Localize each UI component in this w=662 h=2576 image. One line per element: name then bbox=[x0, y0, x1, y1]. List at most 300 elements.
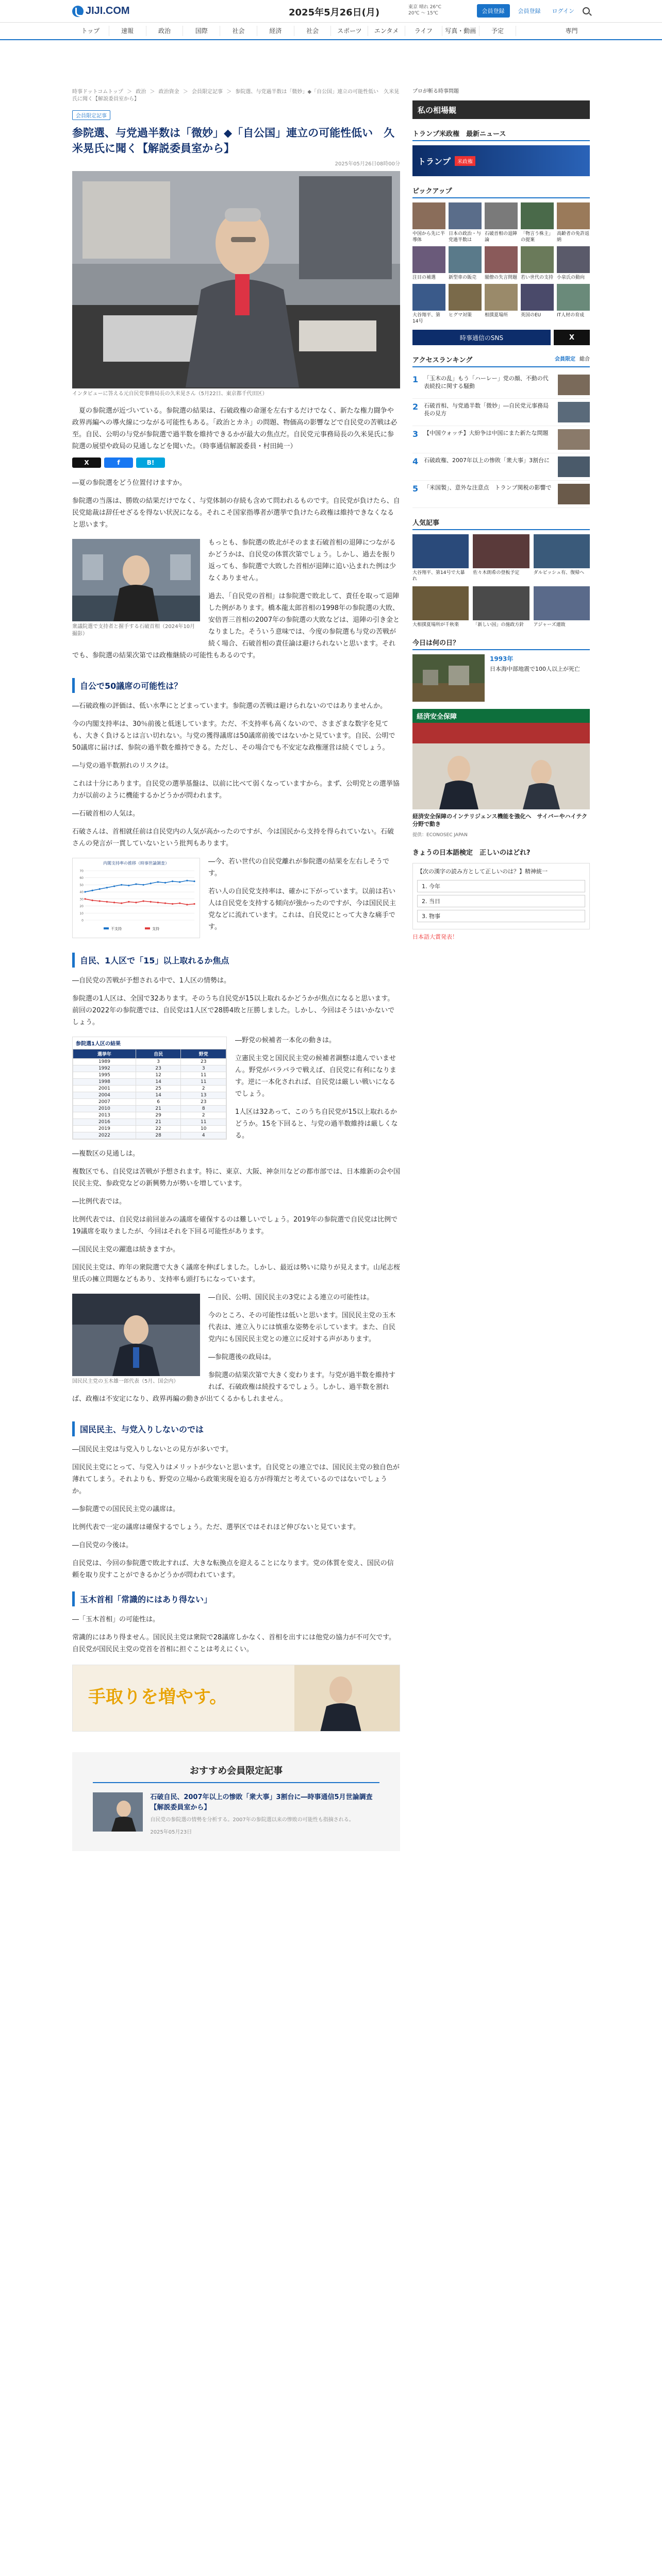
recommended-thumb bbox=[93, 1792, 143, 1832]
table-cell: 1992 bbox=[73, 1065, 136, 1072]
paragraph: 参院選の1人区は、全国で32あります。そのうち自民党が15以上取れるかどうかが焦点になると思います。前回の2022年の参院選では、自民党は1人区で28勝4敗と圧勝しました。しかし、今回はそうはいかないでしょう。 bbox=[72, 995, 395, 1026]
ranking-thumb bbox=[558, 456, 590, 477]
breadcrumb-item[interactable]: 時事ドットコムトップ bbox=[72, 89, 123, 95]
ranking-text: 「米国製」、意外な注意点 トランプ関税の影響で bbox=[424, 484, 552, 491]
pickup-item[interactable] bbox=[449, 284, 482, 325]
chart-point bbox=[121, 902, 122, 904]
paragraph: 立憲民主党と国民民主党の候補者調整は進んでいません。野党がバラバラで戦えば、自民党に有利になります。逆に一本化されれば、自民党は厳しい戦いになるでしょう。 bbox=[235, 1055, 396, 1098]
chart-legend-swatch bbox=[104, 927, 109, 929]
breadcrumb-item[interactable]: 政治 bbox=[136, 89, 146, 95]
results-table bbox=[73, 1049, 226, 1139]
question: ―与党の過半数割れのリスクは。 bbox=[72, 762, 173, 770]
hero-caption: インタビューに答える元自民党事務局長の久米晃さん（5月22日、東京都千代田区） bbox=[72, 391, 268, 397]
pickup-thumb bbox=[521, 246, 554, 273]
hero-photo-illustration bbox=[72, 171, 400, 388]
chart-point bbox=[113, 902, 115, 903]
trump-section-heading bbox=[412, 126, 590, 141]
recommended-headline: 石破自民、2007年以上の惨敗「衆大事」3割台に―時事通信5月世論調査【解説委員室から】 bbox=[150, 1793, 373, 1811]
ranking-number: 4 bbox=[412, 456, 419, 466]
table-cell: 2022 bbox=[73, 1132, 136, 1139]
paragraph: 自民党は、今回の参院選で敗北すれば、大きな転換点を迎えることになります。党の体質を変え、国民の信頼を取り戻すことができるかどうかが問われています。 bbox=[72, 1560, 394, 1579]
chart-point bbox=[121, 884, 122, 886]
table-header-cell: 野党 bbox=[181, 1049, 226, 1059]
quiz-section bbox=[412, 845, 590, 941]
pickup-text: 小泉氏の動向 bbox=[557, 275, 585, 280]
pickup-thumb bbox=[557, 246, 590, 273]
chart-y-tick: 10 bbox=[79, 911, 84, 916]
table-cell: 2 bbox=[181, 1112, 226, 1119]
today-desc: 日本海中部地震で100人以上が死亡 bbox=[490, 666, 580, 672]
popular-thumb bbox=[534, 586, 590, 620]
quiz-box bbox=[412, 863, 590, 929]
ranking-text: 石破政権、2007年以上の惨敗「衆大事」3割台に bbox=[424, 457, 550, 464]
question: ―参院選後の政局は。 bbox=[208, 1353, 276, 1361]
login-link[interactable]: ログイン bbox=[552, 8, 574, 14]
pickup-heading-text: ピックアップ bbox=[412, 188, 452, 195]
share-hatena-button[interactable]: B! bbox=[136, 457, 165, 468]
popular-thumb bbox=[534, 534, 590, 568]
quiz-option[interactable]: 3. 物事 bbox=[417, 910, 585, 922]
paragraph: 国民民主党は、昨年の衆院選で大きく議席を伸ばしました。しかし、最近は勢いに陰りが見えます。山尾志桜里氏の擁立問題などもあり、支持率も頭打ちになっています。 bbox=[72, 1264, 400, 1283]
photo-ishiba bbox=[72, 539, 200, 621]
share-x-button[interactable]: X bbox=[72, 457, 101, 468]
table-cell: 2013 bbox=[73, 1112, 136, 1119]
chart-legend-label: 不支持 bbox=[111, 927, 122, 931]
table-header-cell: 選挙年 bbox=[73, 1049, 136, 1059]
top-header bbox=[0, 0, 662, 23]
table-cell: 23 bbox=[181, 1059, 226, 1065]
chart-point bbox=[84, 891, 86, 893]
chart-point bbox=[135, 902, 137, 903]
table-row bbox=[73, 1099, 226, 1106]
ranking-item[interactable] bbox=[412, 399, 590, 426]
quiz-option[interactable]: 1. 今年 bbox=[417, 880, 585, 892]
breadcrumb-sep: ＞ bbox=[127, 89, 133, 95]
pickup-text: IT人材の育成 bbox=[557, 313, 585, 318]
pickup-item[interactable] bbox=[557, 246, 590, 281]
pickup-item[interactable] bbox=[412, 246, 445, 281]
popular-text: 佐々木朗希の登板予定 bbox=[473, 570, 520, 575]
paragraph: 比例代表で一定の議席は確保するでしょう。ただ、選挙区ではそれほど伸びないと見ています。 bbox=[72, 1523, 360, 1531]
pickup-thumb bbox=[449, 202, 482, 229]
inline-photo-2[interactable] bbox=[72, 1294, 200, 1385]
pickup-thumb bbox=[557, 202, 590, 229]
support-rate-chart[interactable] bbox=[72, 858, 200, 938]
logo-mark-icon bbox=[72, 6, 84, 17]
chart-point bbox=[172, 903, 173, 905]
weather-line-2: 20℃ 〜 15℃ bbox=[408, 11, 438, 16]
table-cell: 13 bbox=[181, 1092, 226, 1099]
popular-text: 「新しい国」の施政方針 bbox=[473, 622, 524, 628]
table-cell: 1998 bbox=[73, 1079, 136, 1086]
pickup-item[interactable] bbox=[485, 284, 518, 325]
member-register-button[interactable]: 会員登録 bbox=[477, 4, 510, 18]
pickup-text: 「物言う株主」の提案 bbox=[521, 231, 554, 243]
pickup-thumb bbox=[521, 284, 554, 311]
ranking-item[interactable] bbox=[412, 481, 590, 508]
table-cell: 11 bbox=[181, 1079, 226, 1086]
table-row bbox=[73, 1132, 226, 1139]
today-heading bbox=[412, 635, 590, 650]
pickup-item[interactable] bbox=[485, 202, 518, 243]
chart-point bbox=[186, 904, 188, 905]
pickup-thumb bbox=[485, 246, 518, 273]
ranking-number: 1 bbox=[412, 375, 419, 384]
popular-thumb bbox=[412, 586, 469, 620]
trump-banner-tag: 米政権 bbox=[455, 156, 475, 166]
member-service-link[interactable]: 会員登録 bbox=[518, 8, 541, 14]
question: ―複数区の見通しは。 bbox=[72, 1150, 140, 1158]
question: ―自民党の今後は。 bbox=[72, 1541, 133, 1549]
pickup-text: 若い世代の支持 bbox=[521, 275, 554, 280]
question: ―自民党の苦戦が予想される中で、1人区の情勢は。 bbox=[72, 977, 231, 985]
table-header-cell: 自民 bbox=[136, 1049, 181, 1059]
popular-text: ダルビッシュ有、復帰へ bbox=[533, 570, 585, 575]
pickup-text: ヒグマ対策 bbox=[449, 313, 472, 318]
main-column bbox=[72, 84, 400, 1851]
pickup-item[interactable] bbox=[521, 202, 554, 243]
nav-item-society-2[interactable]: 社会 bbox=[294, 26, 332, 36]
pickup-text: 新型車の販売 bbox=[449, 275, 477, 280]
chart-point bbox=[113, 886, 115, 887]
table-row bbox=[73, 1106, 226, 1112]
ranking-item[interactable] bbox=[412, 371, 590, 399]
chart-y-tick: 20 bbox=[79, 905, 84, 909]
chart-point bbox=[106, 901, 108, 903]
chart-point bbox=[179, 902, 180, 904]
popular-text: 大谷翔平、第14号で大暴れ bbox=[412, 570, 465, 582]
ranking-tab-members[interactable]: 会員限定 bbox=[555, 357, 575, 362]
table-cell: 6 bbox=[136, 1099, 181, 1106]
trump-banner[interactable] bbox=[412, 145, 590, 176]
table-cell: 14 bbox=[136, 1092, 181, 1099]
table-cell: 2019 bbox=[73, 1126, 136, 1132]
popular-item[interactable] bbox=[473, 586, 529, 628]
chart-y-tick: 40 bbox=[79, 890, 84, 894]
main-nav bbox=[0, 23, 662, 40]
pickup-thumb bbox=[485, 284, 518, 311]
pickup-thumb bbox=[521, 202, 554, 229]
popular-item[interactable] bbox=[534, 586, 590, 628]
sns-buttons bbox=[412, 330, 590, 345]
today-year: 1993年 bbox=[490, 655, 514, 663]
chart-point bbox=[142, 884, 144, 886]
quiz-award-link[interactable]: 日本語大賞発表！ bbox=[412, 934, 458, 940]
table-cell: 2010 bbox=[73, 1106, 136, 1112]
breadcrumb-sep: ＞ bbox=[226, 89, 232, 95]
chart-point bbox=[84, 898, 86, 900]
popular-item[interactable] bbox=[412, 534, 469, 582]
ranking-number: 5 bbox=[412, 484, 419, 494]
publish-date: 2025年05月26日08時00分 bbox=[335, 161, 400, 167]
chart-point bbox=[106, 887, 108, 888]
table-cell: 2016 bbox=[73, 1119, 136, 1126]
table-cell: 8 bbox=[181, 1106, 226, 1112]
breadcrumb-current: 参院選、与党過半数は「微妙」◆「自公国」連立の可能性低い 久米晃氏に聞く【解説委員室から】 bbox=[72, 89, 400, 102]
quiz-option[interactable]: 2. 当日 bbox=[417, 895, 585, 907]
pickup-thumb bbox=[412, 246, 445, 273]
chart-legend-swatch bbox=[145, 927, 150, 929]
section-heading: 自公で50議席の可能性は？ bbox=[72, 678, 400, 693]
table-cell: 21 bbox=[136, 1106, 181, 1112]
chart-y-tick: 0 bbox=[81, 919, 84, 923]
popular-thumb bbox=[412, 534, 469, 568]
article-title: 参院選、与党過半数は「微妙」◆「自公国」連立の可能性低い 久米晃氏に聞く【解説委員室から】 bbox=[72, 127, 395, 155]
chart-point bbox=[128, 885, 129, 886]
nav-item-photo-video[interactable]: 写真・動画 bbox=[442, 26, 479, 36]
nav-item-flash[interactable]: 速報 bbox=[109, 26, 146, 36]
paragraph: これは十分にあります。自民党の選挙基盤は、以前に比べて弱くなっていますから。まず、公明党との選挙協力が以前のように機能するかどうかが問われます。 bbox=[72, 780, 400, 800]
table-cell: 23 bbox=[136, 1065, 181, 1072]
chart-y-tick: 30 bbox=[79, 897, 84, 902]
ranking-tabs bbox=[555, 354, 590, 364]
ranking-item[interactable] bbox=[412, 426, 590, 453]
ranking-text: 【中国ウォッチ】大紛争は中国にまた新たな問題 bbox=[424, 430, 549, 436]
ranking-number: 3 bbox=[412, 429, 419, 439]
nav-item-politics[interactable]: 政治 bbox=[146, 26, 184, 36]
pickup-item[interactable] bbox=[449, 202, 482, 243]
chart-y-tick: 50 bbox=[79, 883, 84, 887]
table-cell: 4 bbox=[181, 1132, 226, 1139]
pickup-item[interactable] bbox=[521, 284, 554, 325]
today-heading-text: 今日は何の日？ bbox=[412, 639, 460, 647]
chart-point bbox=[99, 900, 101, 902]
question: ―石破首相の人気は。 bbox=[72, 810, 140, 818]
table-row bbox=[73, 1092, 226, 1099]
paragraph: 比例代表では、自民党は前回並みの議席を確保するのは難しいでしょう。2019年の参院選で自民党は比例で19議席を取りましたが、今回はそれを下回る可能性があります。 bbox=[72, 1216, 398, 1235]
popular-item[interactable] bbox=[534, 534, 590, 582]
today-photo bbox=[412, 654, 485, 702]
breadcrumb bbox=[72, 84, 400, 107]
pickup-text: 中国から先に半導体 bbox=[412, 231, 445, 243]
table-cell: 11 bbox=[181, 1072, 226, 1079]
quiz-heading-text: きょうの日本語検定 正しいのはどれ? bbox=[412, 849, 531, 857]
paragraph: 今のところ、その可能性は低いと思います。国民民主党の玉木代表は、連立入りには慎重な姿勢を示しています。また、自民党内にも国民民主党との連立に反対する声があります。 bbox=[208, 1312, 395, 1343]
ranking-text: 「玉木の乱」もう「ハーレー」党の顔、不動の代表続投に関する騒動 bbox=[424, 375, 549, 389]
hero-photo[interactable] bbox=[72, 171, 400, 388]
ad-banner-text: 手取りを増やす。 bbox=[88, 1687, 227, 1707]
promo-banner[interactable]: 私の相場観 bbox=[412, 100, 590, 119]
pickup-thumb bbox=[449, 246, 482, 273]
quiz-question: 【次の漢字の読み方として正しいのは？】精神統一 bbox=[417, 868, 548, 875]
breadcrumb-item[interactable]: 政治資金 bbox=[158, 89, 179, 95]
pickup-item[interactable] bbox=[412, 202, 445, 243]
ranking-thumb bbox=[558, 402, 590, 422]
table-cell: 21 bbox=[136, 1119, 181, 1126]
section-heading: 玉木首相「常識的にはあり得ない」 bbox=[72, 1591, 400, 1606]
paragraph: 参院選の結果次第で大きく変わります。与党が過半数を維持すれば、石破政権は続投するでしょう。しかし、過半数を割れば、政権は不安定になり、政界再編の動きが出てくるかもしれません。 bbox=[72, 1371, 395, 1403]
table-row bbox=[73, 1079, 226, 1086]
paragraph: 今の内閣支持率は、30％前後と低迷しています。ただ、不支持率も高くないので、さまざまな数字を見ても、大きく負けるとは言い切れない。与党の獲得議席は50議席前後ではないかと見ています。自民、公明で50議席に届けば、参院の過半数を維持できる。ただし、その場合でも不安定な政権運営は続くでしょう。 bbox=[72, 720, 395, 752]
econ-photo[interactable] bbox=[412, 723, 590, 809]
paragraph: 国民民主党にとって、与党入りはメリットが少ないと思います。自民党との連立では、国民民主党の独自色が薄れてしまう。それよりも、野党の立場から政策実現を迫る方が得策だと考えているのではないでしょうか。 bbox=[72, 1464, 400, 1495]
chart-point bbox=[193, 880, 195, 882]
trump-heading-text: トランプ米政権 最新ニュース bbox=[412, 130, 506, 138]
paragraph: 参院選の当落は、勝敗の結果だけでなく、与党体制の存続も含めて問われるものです。自民党が負けたら、自民党総裁は辞任せざるを得ない状況になる。それこそ国家指導者が選挙で負けたら政権は維持できなくなると思います。 bbox=[72, 497, 400, 529]
promo-heading: プロが斬る時事問題 bbox=[412, 89, 459, 94]
table-cell: 12 bbox=[136, 1072, 181, 1079]
chart-point bbox=[92, 890, 93, 891]
nav-item-economy[interactable]: 経済 bbox=[257, 26, 294, 36]
pickup-text: 日本の政治・与党過半数は bbox=[449, 231, 482, 243]
photo-caption: 国民民主党の玉木雄一郎代表（5月、国会内） bbox=[72, 1379, 179, 1384]
chart-point bbox=[164, 882, 166, 884]
pickup-item[interactable] bbox=[557, 202, 590, 243]
pickup-text: 英国のEU bbox=[521, 313, 541, 318]
recommended-item[interactable] bbox=[93, 1792, 379, 1838]
econ-headline[interactable]: 経済安全保障のインテリジェンス機能を強化へ サイバーやハイテク分野で動き bbox=[412, 813, 588, 827]
question: ―参院選での国民民主党の議席は。 bbox=[72, 1505, 180, 1513]
category-tag[interactable]: 会員限定記事 bbox=[72, 110, 110, 120]
table-cell: 2001 bbox=[73, 1086, 136, 1092]
table-cell: 1989 bbox=[73, 1059, 136, 1065]
pickup-text: 高齢者の免許返納 bbox=[557, 231, 590, 243]
share-facebook-button[interactable]: f bbox=[104, 457, 133, 468]
ranking-thumb bbox=[558, 375, 590, 395]
nav-item-society[interactable]: 社会 bbox=[220, 26, 257, 36]
ranking-list bbox=[412, 371, 590, 508]
today-box[interactable] bbox=[412, 654, 590, 702]
table-cell: 10 bbox=[181, 1126, 226, 1132]
results-table-image[interactable] bbox=[72, 1037, 227, 1140]
popular-item[interactable] bbox=[412, 586, 469, 628]
logo-text: JIJI.COM bbox=[86, 5, 130, 16]
table-cell: 3 bbox=[181, 1065, 226, 1072]
section-heading: 自民、1人区で「15」以上取れるか焦点 bbox=[72, 953, 400, 968]
nav-item-entertainment[interactable]: エンタメ bbox=[368, 26, 405, 36]
sns-link-button[interactable] bbox=[412, 330, 551, 345]
question: ―国民民主党は与党入りしないとの見方が多いです。 bbox=[72, 1446, 233, 1453]
pickup-text: 閣僚の失言問題 bbox=[485, 275, 518, 280]
question: ―自民、公明、国民民主の3党による連立の可能性は。 bbox=[208, 1294, 374, 1301]
search-icon[interactable] bbox=[583, 7, 590, 14]
nav-item-life[interactable]: ライフ bbox=[405, 26, 442, 36]
paragraph: 若い人の自民党支持率は、確かに下がっています。以前は若い人は自民党を支持する傾向が強かったのですが、今は国民民主党などに流れています。これは、自民党にとって大きな痛手です。 bbox=[208, 888, 396, 931]
popular-thumb bbox=[473, 586, 529, 620]
paragraph: 常識的にはあり得ません。国民民主党は衆院で28議席しかなく、首相を出すには他党の協力が不可欠です。自民党が国民民主党の党首を首相に担ぐことは考えにくい。 bbox=[72, 1634, 396, 1653]
lead-paragraph: 夏の参院選が近づいている。参院選の結果は、石破政権の命運を左右するだけでなく、新たな権力闘争や政界再編への導火線につながる可能性もある。「政治とカネ」の問題、物価高の影響などで自民党の苦戦は必至。自民、公明の与党が参院選で過半数を維持できるかが最大の焦点だ。自民党元事務局長の久米晃氏に参院選の展望や政局の見通しなどを聞いた。（時事通信解説委員・村田純一） bbox=[72, 407, 398, 450]
table-row bbox=[73, 1126, 226, 1132]
pickup-thumb bbox=[412, 202, 445, 229]
pickup-item[interactable] bbox=[449, 246, 482, 281]
person-heading-text: 人気記事 bbox=[412, 519, 440, 527]
table-cell: 22 bbox=[136, 1126, 181, 1132]
table-cell: 25 bbox=[136, 1086, 181, 1092]
pickup-item[interactable] bbox=[557, 284, 590, 325]
breadcrumb-item[interactable]: 会員限定記事 bbox=[192, 89, 223, 95]
ranking-text: 石破首相、与党過半数「微妙」―自民党元事務局長の見方 bbox=[424, 402, 549, 417]
chart-title: 内閣支持率の推移（時事世論調査） bbox=[103, 861, 169, 866]
nav-item-world[interactable]: 国際 bbox=[183, 26, 220, 36]
question: ―比例代表では。 bbox=[72, 1198, 126, 1206]
table-row bbox=[73, 1065, 226, 1072]
chart-point bbox=[157, 902, 159, 903]
pickup-text: 相撲夏場所 bbox=[485, 313, 508, 318]
x-follow-button[interactable]: X bbox=[554, 330, 590, 345]
question: ―今、若い世代の自民党離れが参院選の結果を左右しそうです。 bbox=[208, 858, 390, 877]
sidebar bbox=[412, 84, 590, 941]
chart-point bbox=[142, 900, 144, 902]
chart-point bbox=[179, 881, 180, 883]
line-chart bbox=[73, 858, 200, 936]
recommended-title: おすすめ会員限定記事 bbox=[93, 1764, 379, 1783]
ad-banner[interactable] bbox=[72, 1665, 400, 1732]
nav-item-sports[interactable]: スポーツ bbox=[331, 26, 368, 36]
pickup-item[interactable] bbox=[485, 246, 518, 281]
pickup-item[interactable] bbox=[412, 284, 445, 325]
site-logo[interactable] bbox=[72, 5, 130, 17]
table-caption: 参院選1人区の結果 bbox=[76, 1041, 121, 1047]
table-row bbox=[73, 1112, 226, 1119]
pickup-heading bbox=[412, 183, 590, 198]
recommended-text bbox=[150, 1792, 379, 1838]
pickup-thumb bbox=[449, 284, 482, 311]
paragraph: 1人区は32あって、このうち自民党が15以上取れるかどうか。15を下回ると、与党の過半数維持は厳しくなる。 bbox=[235, 1108, 398, 1140]
ranking-number: 2 bbox=[412, 402, 419, 412]
chart-point bbox=[99, 888, 101, 890]
popular-text: 大相撲夏場所が千秋楽 bbox=[412, 622, 459, 628]
paragraph: もっとも、参院選の敗北がそのまま石破首相の退陣につながるかどうかは、自民党の体質次第でしょう。しかし、過去を振り返っても、参院選で大敗した首相が退陣に追い込まれた例は少なくありません。 bbox=[208, 539, 396, 582]
ranking-tab-overall[interactable]: 総合 bbox=[580, 357, 590, 362]
chart-point bbox=[92, 900, 93, 901]
paragraph: 過去、「自民党の首相」は参院選で敗北して、責任を取って退陣した例があります。橋本龍太郎首相の1998年の参院選の大敗、安倍晋三首相の2007年の参院選の大敗などは、退陣の引き金となりました。そういう意味では、今度の参院選も与党の苦戦が続く場合、石破首相の責任論は避けられないと思います。それでも、参院選の結果次第では政権継続の可能性もあるのです。 bbox=[72, 592, 400, 659]
weather-info[interactable] bbox=[408, 4, 441, 16]
pickup-thumb bbox=[485, 202, 518, 229]
nav-item-schedule[interactable]: 予定 bbox=[479, 26, 517, 36]
chart-point bbox=[135, 883, 137, 885]
table-cell: 11 bbox=[181, 1119, 226, 1126]
nav-item-expert[interactable]: 専門 bbox=[565, 27, 578, 35]
ranking-heading-text: アクセスランキング bbox=[412, 357, 473, 364]
ranking-thumb bbox=[558, 429, 590, 450]
ranking-heading bbox=[412, 352, 590, 367]
share-buttons bbox=[72, 457, 400, 468]
chart-point bbox=[172, 880, 173, 882]
inline-photo-1[interactable] bbox=[72, 539, 200, 638]
table-row bbox=[73, 1119, 226, 1126]
table-row bbox=[73, 1059, 226, 1065]
table-cell: 14 bbox=[136, 1079, 181, 1086]
photo-tamaki bbox=[72, 1294, 200, 1376]
chart-point bbox=[128, 901, 129, 903]
breadcrumb-sep: ＞ bbox=[183, 89, 188, 95]
ranking-item[interactable] bbox=[412, 453, 590, 481]
pickup-text: 石破首相の退陣論 bbox=[485, 231, 518, 243]
nav-item-top[interactable]: トップ bbox=[72, 26, 109, 36]
header-buttons bbox=[477, 4, 590, 18]
econ-credit: 提供：ECONOSEC JAPAN bbox=[412, 833, 468, 838]
chart-point bbox=[164, 902, 166, 904]
recommended-date: 2025年05月23日 bbox=[150, 1829, 192, 1835]
question: ―野党の候補者一本化の動きは。 bbox=[235, 1037, 336, 1044]
econ-section-heading: 経済安全保障 bbox=[412, 709, 590, 723]
pickup-thumb bbox=[412, 284, 445, 311]
paragraph: 複数区でも、自民党は苦戦が予想されます。特に、東京、大阪、神奈川などの都市部では、日本維新の会や国民民主党、参政党などの新興勢力が勢いを増しています。 bbox=[72, 1168, 400, 1188]
quiz-heading bbox=[412, 845, 590, 859]
today-text bbox=[490, 654, 580, 702]
photo-caption: 衆議院選で支持者と握手する石破首相（2024年10月撮影） bbox=[72, 624, 195, 637]
chart-y-tick: 60 bbox=[79, 876, 84, 880]
question: ―石破政権の評価は、低い水準にとどまっています。参院選の苦戦は避けられないのではありませんか。 bbox=[72, 702, 387, 710]
pickup-text: 大谷翔平、第14号 bbox=[412, 313, 441, 324]
ranking-thumb bbox=[558, 484, 590, 504]
popular-item[interactable] bbox=[473, 534, 529, 582]
paragraph: 石破さんは、首相就任前は自民党内の人気が高かったのですが、今は国民から支持を得られていない。石破さんの発言が一貫していないという批判もあります。 bbox=[72, 828, 394, 848]
pickup-item[interactable] bbox=[521, 246, 554, 281]
table-cell: 29 bbox=[136, 1112, 181, 1119]
chart-point bbox=[193, 903, 195, 905]
table-cell: 2004 bbox=[73, 1092, 136, 1099]
